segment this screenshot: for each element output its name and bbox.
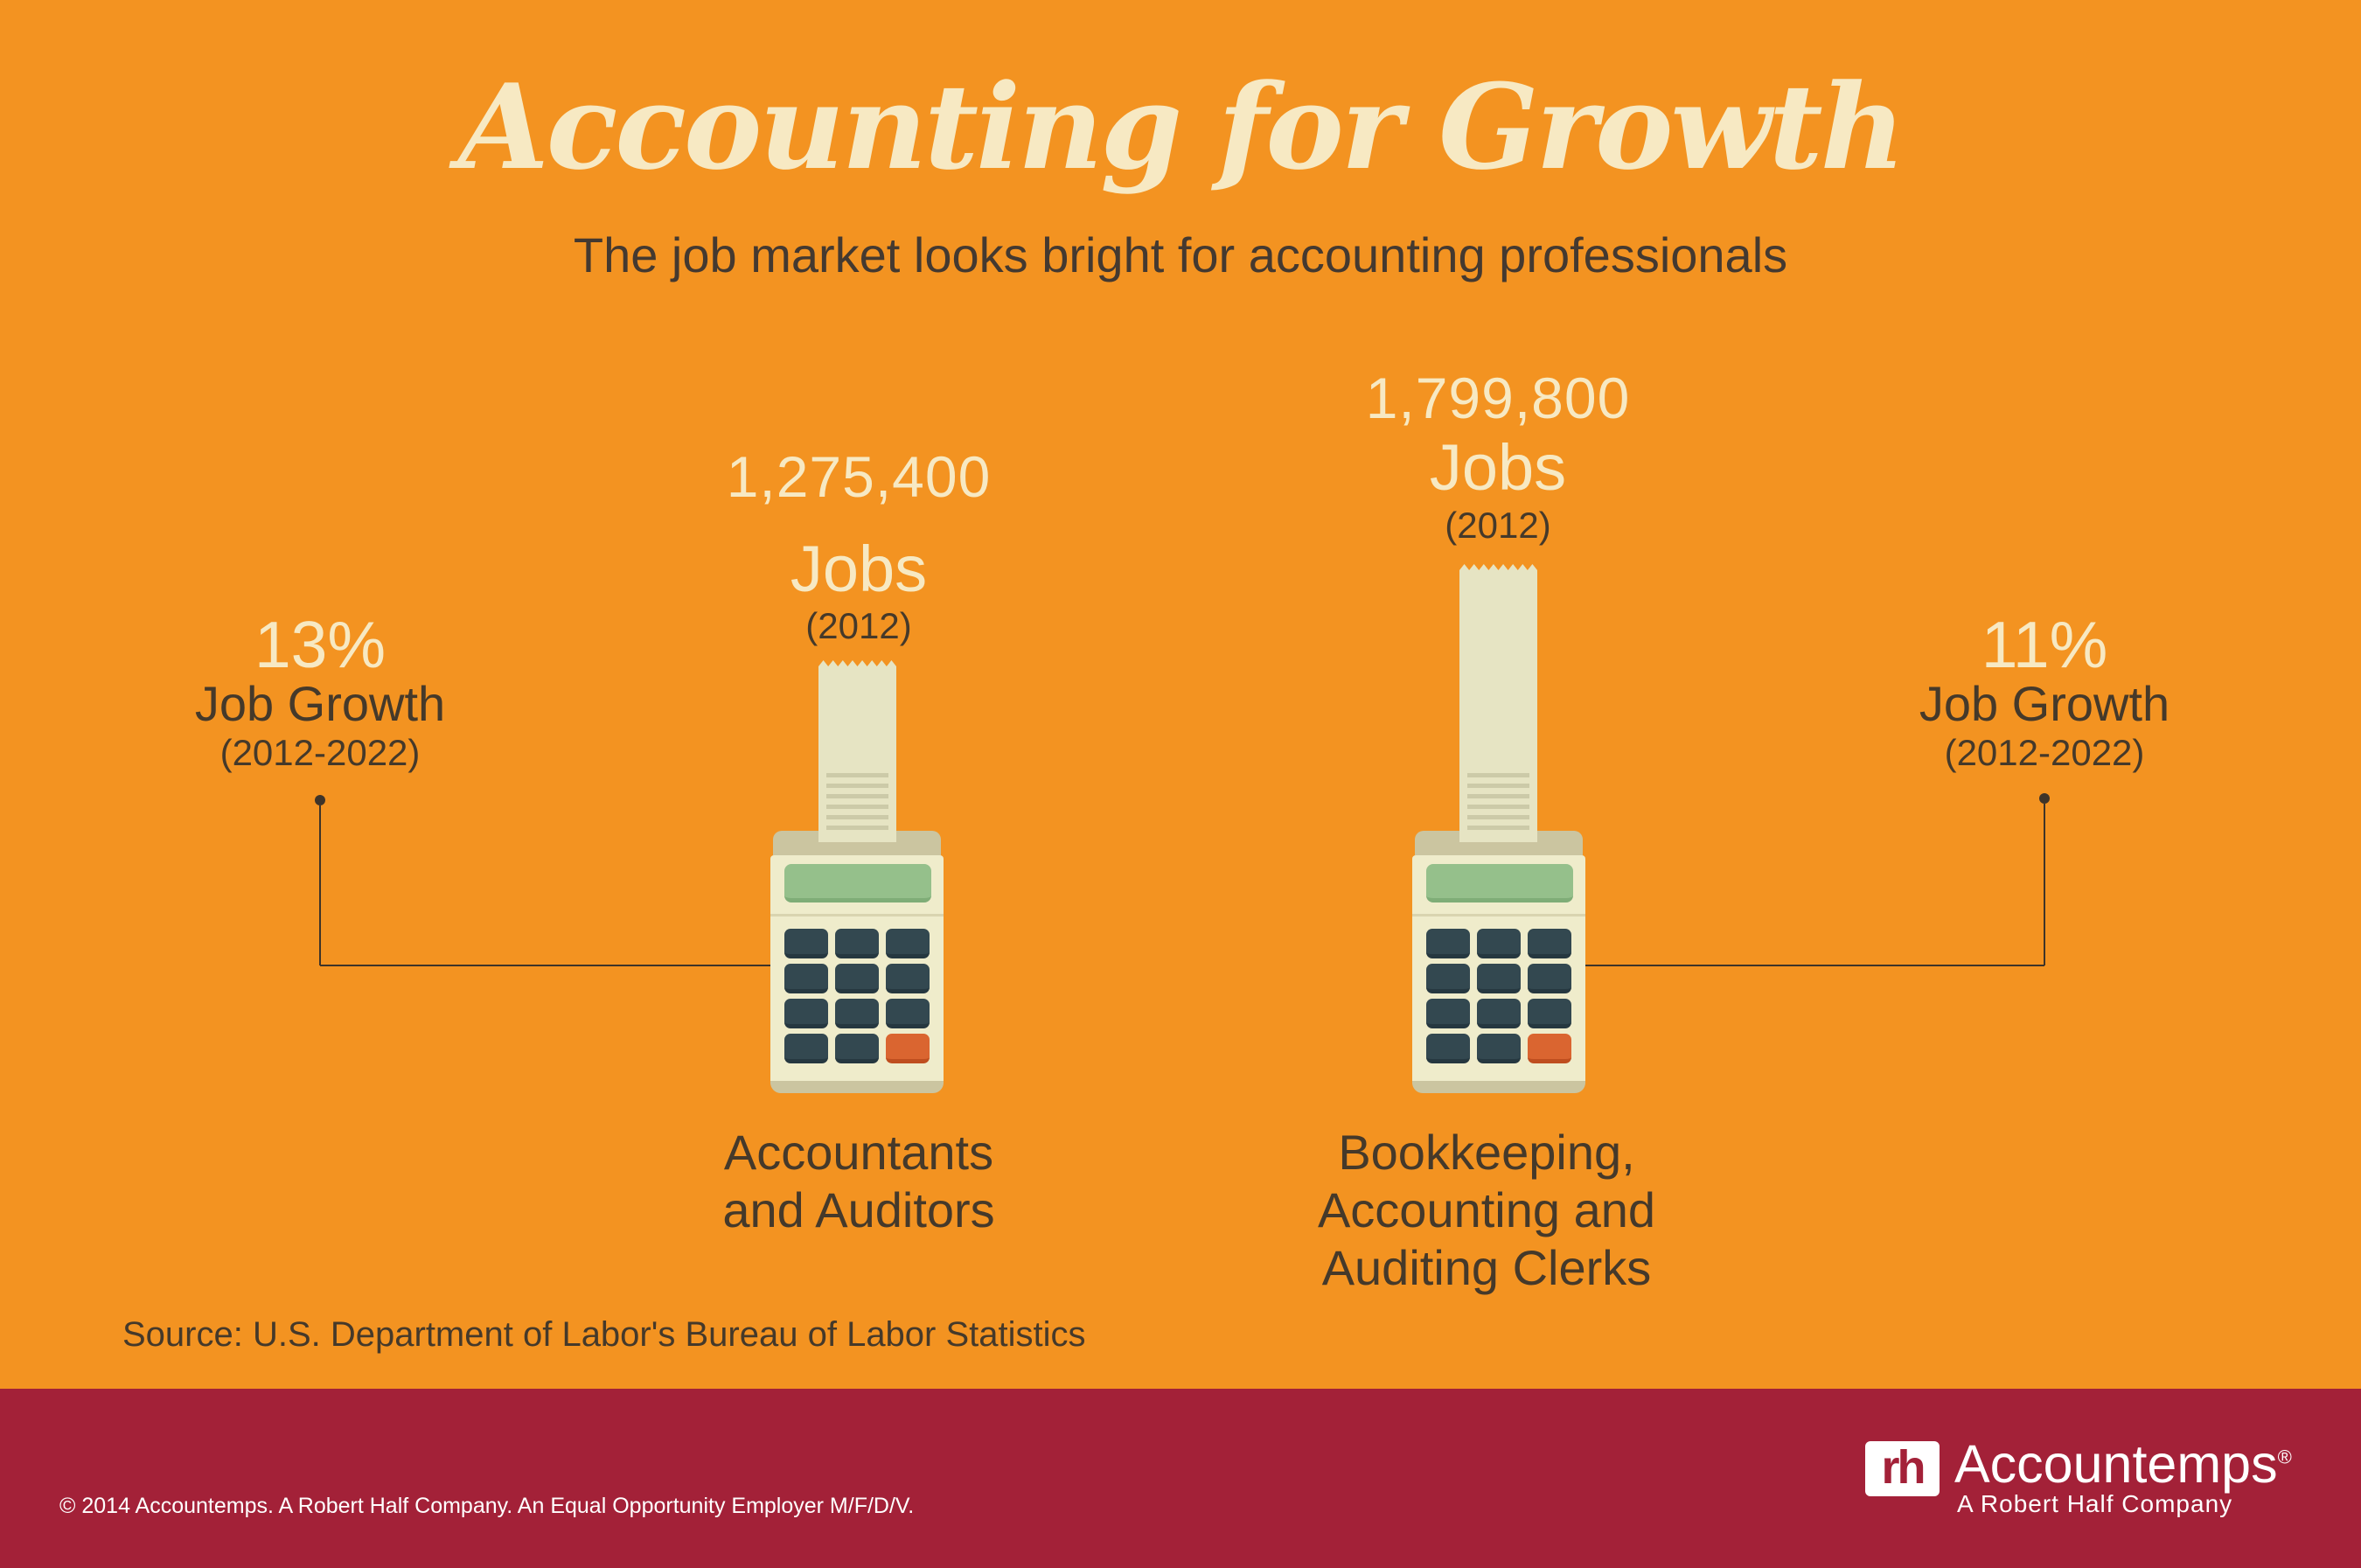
calculator-key bbox=[1477, 964, 1521, 993]
right-growth-period: (2012-2022) bbox=[1944, 732, 2145, 773]
right-growth-percent: 11% bbox=[1981, 608, 2108, 681]
calculator-key bbox=[1477, 1034, 1521, 1063]
left-growth-percent: 13% bbox=[254, 608, 387, 681]
calculator-body bbox=[770, 855, 944, 1093]
calculator-keypad bbox=[784, 929, 930, 1063]
left-calculator-icon bbox=[770, 831, 944, 1093]
right-jobs-year: (2012) bbox=[1445, 505, 1551, 546]
calculator-key-orange bbox=[886, 1034, 930, 1063]
calculator-key bbox=[1477, 999, 1521, 1028]
calculator-key bbox=[886, 929, 930, 958]
calculator-key bbox=[784, 1034, 828, 1063]
page-subtitle: The job market looks bright for accounting professionals bbox=[573, 227, 1788, 282]
left-occupation-line-1: Accountants bbox=[723, 1125, 994, 1180]
brand-tagline: A Robert Half Company bbox=[1957, 1490, 2233, 1517]
right-calculator-icon bbox=[1412, 831, 1585, 1093]
right-receipt-print-lines bbox=[1467, 767, 1529, 830]
calculator-key bbox=[784, 964, 828, 993]
right-callout-line-horizontal bbox=[1584, 965, 2044, 966]
right-jobs-label: Jobs bbox=[1429, 431, 1567, 504]
calculator-key bbox=[1528, 999, 1571, 1028]
calculator-key bbox=[835, 999, 879, 1028]
brand-wordmark: Accountemps bbox=[1954, 1434, 2278, 1494]
calculator-key bbox=[1426, 964, 1470, 993]
calculator-key bbox=[1426, 929, 1470, 958]
calculator-key bbox=[1528, 929, 1571, 958]
calculator-key bbox=[1426, 1034, 1470, 1063]
right-occupation-line-1: Bookkeeping, bbox=[1338, 1125, 1635, 1180]
left-callout-line-horizontal bbox=[320, 965, 770, 966]
right-occupation-line-3: Auditing Clerks bbox=[1321, 1240, 1652, 1295]
right-receipt-icon bbox=[1459, 564, 1537, 842]
page-title: Accounting for Growth bbox=[457, 58, 1904, 196]
calculator-key bbox=[886, 999, 930, 1028]
calculator-key bbox=[835, 964, 879, 993]
left-receipt-icon bbox=[818, 660, 896, 842]
calculator-key bbox=[1426, 999, 1470, 1028]
right-callout-dot bbox=[2039, 793, 2050, 804]
left-jobs-year: (2012) bbox=[805, 605, 912, 646]
calculator-body bbox=[1412, 855, 1585, 1093]
calculator-key-orange bbox=[1528, 1034, 1571, 1063]
right-growth-label: Job Growth bbox=[1919, 676, 2170, 731]
left-callout-dot bbox=[315, 795, 325, 805]
calculator-key bbox=[1528, 964, 1571, 993]
left-jobs-value: 1,275,400 bbox=[726, 444, 992, 509]
calculator-key bbox=[886, 964, 930, 993]
left-occupation-line-2: and Auditors bbox=[722, 1182, 995, 1237]
rh-monogram: rh bbox=[1881, 1440, 1924, 1494]
calculator-display bbox=[1426, 864, 1573, 902]
left-jobs-label: Jobs bbox=[790, 533, 928, 605]
calculator-key bbox=[784, 929, 828, 958]
left-growth-period: (2012-2022) bbox=[219, 732, 421, 773]
calculator-divider bbox=[770, 914, 944, 916]
source-citation: Source: U.S. Department of Labor's Bureau of Labor Statistics bbox=[122, 1315, 1086, 1354]
calculator-key bbox=[835, 929, 879, 958]
right-jobs-value: 1,799,800 bbox=[1365, 366, 1631, 430]
calculator-keypad bbox=[1426, 929, 1571, 1063]
copyright-text: © 2014 Accountemps. A Robert Half Company. An Equal Opportunity Employer M/F/D/V. bbox=[59, 1494, 915, 1518]
calculator-key bbox=[1477, 929, 1521, 958]
left-receipt-print-lines bbox=[826, 767, 888, 830]
calculator-key bbox=[835, 1034, 879, 1063]
robert-half-logo-icon bbox=[1865, 1441, 1940, 1496]
right-occupation-line-2: Accounting and bbox=[1317, 1182, 1656, 1237]
left-growth-label: Job Growth bbox=[194, 676, 446, 731]
calculator-key bbox=[784, 999, 828, 1028]
calculator-display bbox=[784, 864, 931, 902]
brand-name bbox=[1954, 1434, 2292, 1494]
right-callout-line-vertical bbox=[2044, 804, 2045, 965]
registered-trademark-icon: ® bbox=[2277, 1446, 2292, 1468]
calculator-divider bbox=[1412, 914, 1585, 916]
left-callout-line-vertical bbox=[319, 805, 321, 965]
